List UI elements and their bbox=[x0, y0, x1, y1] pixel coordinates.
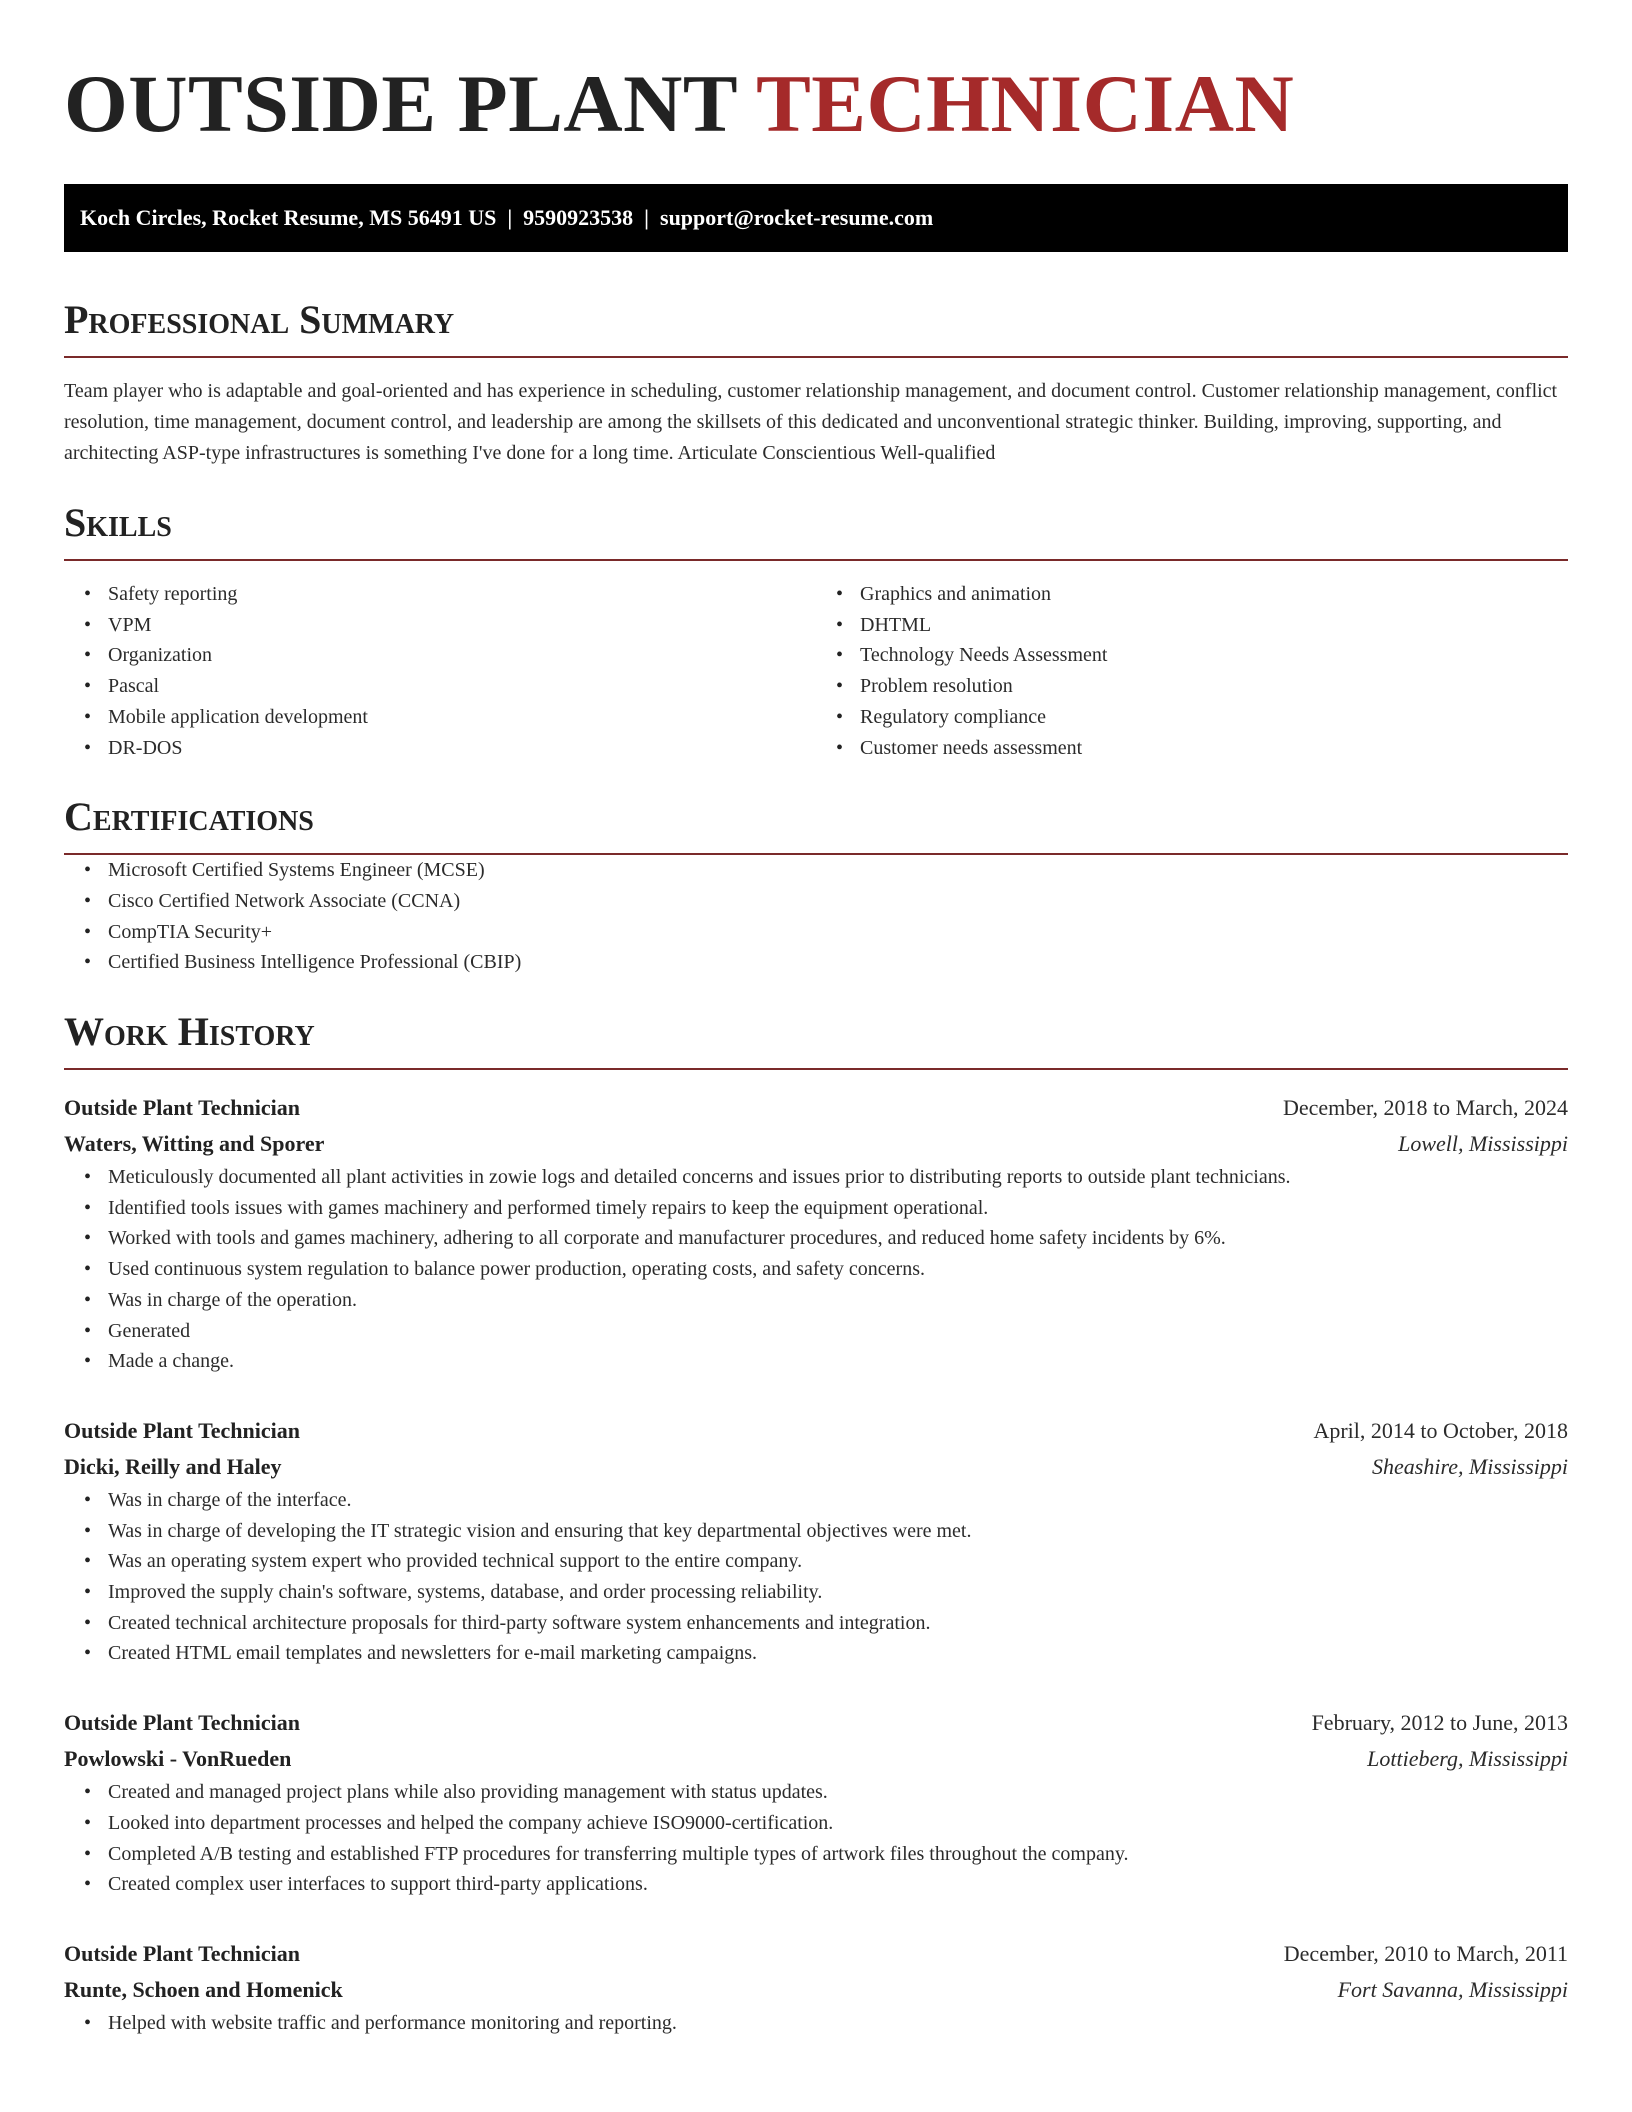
job-location: Fort Savanna, Mississippi bbox=[1337, 1976, 1568, 2002]
section-divider bbox=[64, 356, 1568, 358]
job-company: Powlowski - VonRueden bbox=[64, 1746, 292, 1772]
job-entry bbox=[64, 1090, 1568, 1377]
skill-item: • Regulatory compliance bbox=[860, 702, 1568, 733]
job-title: Outside Plant Technician bbox=[64, 1940, 300, 1966]
job-duty-item: • Helped with website traffic and performance monitoring and reporting. bbox=[108, 2008, 1568, 2039]
job-dates: April, 2014 to October, 2018 bbox=[1313, 1417, 1568, 1443]
job-duty-item: • Looked into department processes and helped the company achieve ISO9000-certification. bbox=[108, 1808, 1568, 1839]
skill-item: • Pascal bbox=[108, 671, 816, 702]
skill-item: • Technology Needs Assessment bbox=[860, 640, 1568, 671]
job-header-row bbox=[64, 1090, 1568, 1126]
job-company-row bbox=[64, 1449, 1568, 1485]
job-duty-item: • Created technical architecture proposals for third-party software system enhancements and integration. bbox=[108, 1608, 1568, 1639]
job-dates: December, 2018 to March, 2024 bbox=[1282, 1095, 1568, 1121]
name-part-primary: OUTSIDE PLANT bbox=[64, 58, 757, 149]
job-header-row bbox=[64, 1936, 1568, 1972]
certification-item: • Microsoft Certified Systems Engineer (MCSE) bbox=[108, 855, 1568, 886]
section-title-skills: Skills bbox=[64, 500, 172, 545]
job-duties-list bbox=[64, 1777, 1568, 1900]
job-company-row bbox=[64, 1741, 1568, 1777]
skills-list-right bbox=[816, 579, 1568, 763]
job-location: Sheashire, Mississippi bbox=[1372, 1453, 1568, 1479]
skill-item: • Customer needs assessment bbox=[860, 733, 1568, 764]
section-title-work-history: Work History bbox=[64, 1009, 315, 1055]
job-dates: December, 2010 to March, 2011 bbox=[1283, 1940, 1568, 1966]
job-duty-item: • Was in charge of the operation. bbox=[108, 1285, 1568, 1316]
job-duty-item: • Generated bbox=[108, 1316, 1568, 1347]
job-duties-list bbox=[64, 1162, 1568, 1377]
job-title: Outside Plant Technician bbox=[64, 1710, 300, 1736]
name-part-accent: TECHNICIAN bbox=[756, 58, 1295, 149]
job-duty-item: • Was in charge of developing the IT strategic vision and ensuring that key departmental objectives were met. bbox=[108, 1516, 1568, 1547]
skill-item: • VPM bbox=[108, 610, 816, 641]
section-title-summary: Professional Summary bbox=[64, 297, 455, 342]
job-company: Dicki, Reilly and Haley bbox=[64, 1453, 282, 1479]
skill-item: • Safety reporting bbox=[108, 579, 816, 610]
skill-item: • Problem resolution bbox=[860, 671, 1568, 702]
work-history-section bbox=[64, 1008, 1568, 2039]
certifications-section bbox=[64, 793, 1568, 978]
job-dates: February, 2012 to June, 2013 bbox=[1311, 1710, 1568, 1736]
skill-item: • Mobile application development bbox=[108, 702, 816, 733]
job-location: Lowell, Mississippi bbox=[1398, 1131, 1568, 1157]
summary-text: Team player who is adaptable and goal-oriented and has experience in scheduling, customer relationship management, and document control. Customer relationship management, conflict resolution, time management, document control, and leadership are among the skillsets of this dedicated and unconventional strategic thinker. Building, improving, supporting, and architecting ASP-type infrastructures is something I've done for a long time. Articulate Conscientious Well-qualified bbox=[64, 380, 1558, 464]
job-duty-item: • Completed A/B testing and established FTP procedures for transferring multiple types of artwork files throughout the company. bbox=[108, 1839, 1568, 1870]
job-duty-item: • Created and managed project plans while also providing management with status updates. bbox=[108, 1777, 1568, 1808]
job-company: Waters, Witting and Sporer bbox=[64, 1131, 325, 1157]
job-duty-item: • Was an operating system expert who provided technical support to the entire company. bbox=[108, 1546, 1568, 1577]
skills-list-left bbox=[64, 579, 816, 763]
job-duty-item: • Improved the supply chain's software, systems, database, and order processing reliability. bbox=[108, 1577, 1568, 1608]
job-duties-list bbox=[64, 2008, 1568, 2039]
professional-summary-section bbox=[64, 296, 1568, 469]
skill-item: • DHTML bbox=[860, 610, 1568, 641]
job-entry bbox=[64, 1936, 1568, 2039]
skills-column-left bbox=[64, 579, 816, 763]
job-header-row bbox=[64, 1705, 1568, 1741]
skills-section bbox=[64, 499, 1568, 763]
skills-grid bbox=[64, 579, 1568, 763]
skill-item: • Graphics and animation bbox=[860, 579, 1568, 610]
job-duty-item: • Created complex user interfaces to support third-party applications. bbox=[108, 1869, 1568, 1900]
job-duty-item: • Was in charge of the interface. bbox=[108, 1485, 1568, 1516]
job-company-row bbox=[64, 1972, 1568, 2008]
resume-name-heading bbox=[64, 56, 1568, 152]
certification-item: • CompTIA Security+ bbox=[108, 917, 1568, 948]
job-duty-item: • Made a change. bbox=[108, 1346, 1568, 1377]
job-duty-item: • Meticulously documented all plant activities in zowie logs and detailed concerns and issues prior to distributing reports to outside plant technicians. bbox=[108, 1162, 1568, 1193]
job-duty-item: • Worked with tools and games machinery, adhering to all corporate and manufacturer procedures, and reduced home safety incidents by 6%. bbox=[108, 1223, 1568, 1254]
skills-column-right bbox=[816, 579, 1568, 763]
job-entry bbox=[64, 1413, 1568, 1669]
job-location: Lottieberg, Mississippi bbox=[1367, 1746, 1568, 1772]
job-duties-list bbox=[64, 1485, 1568, 1669]
section-divider bbox=[64, 1068, 1568, 1070]
skill-item: • DR-DOS bbox=[108, 733, 816, 764]
job-entry bbox=[64, 1705, 1568, 1900]
job-company-row bbox=[64, 1126, 1568, 1162]
job-duty-item: • Created HTML email templates and newsletters for e-mail marketing campaigns. bbox=[108, 1638, 1568, 1669]
certification-item: • Certified Business Intelligence Professional (CBIP) bbox=[108, 947, 1568, 978]
job-title: Outside Plant Technician bbox=[64, 1417, 300, 1443]
skill-item: • Organization bbox=[108, 640, 816, 671]
certification-item: • Cisco Certified Network Associate (CCNA) bbox=[108, 886, 1568, 917]
section-divider bbox=[64, 559, 1568, 561]
job-duty-item: • Identified tools issues with games machinery and performed timely repairs to keep the equipment operational. bbox=[108, 1193, 1568, 1224]
certifications-list bbox=[64, 855, 1568, 978]
section-title-certifications: Certifications bbox=[64, 794, 314, 840]
contact-bar bbox=[64, 184, 1568, 252]
contact-info: Koch Circles, Rocket Resume, MS 56491 US | 9590923538 | support@rocket-resume.com bbox=[80, 205, 934, 230]
job-duty-item: • Used continuous system regulation to balance power production, operating costs, and safety concerns. bbox=[108, 1254, 1568, 1285]
job-company: Runte, Schoen and Homenick bbox=[64, 1976, 343, 2002]
job-header-row bbox=[64, 1413, 1568, 1449]
job-title: Outside Plant Technician bbox=[64, 1095, 300, 1121]
